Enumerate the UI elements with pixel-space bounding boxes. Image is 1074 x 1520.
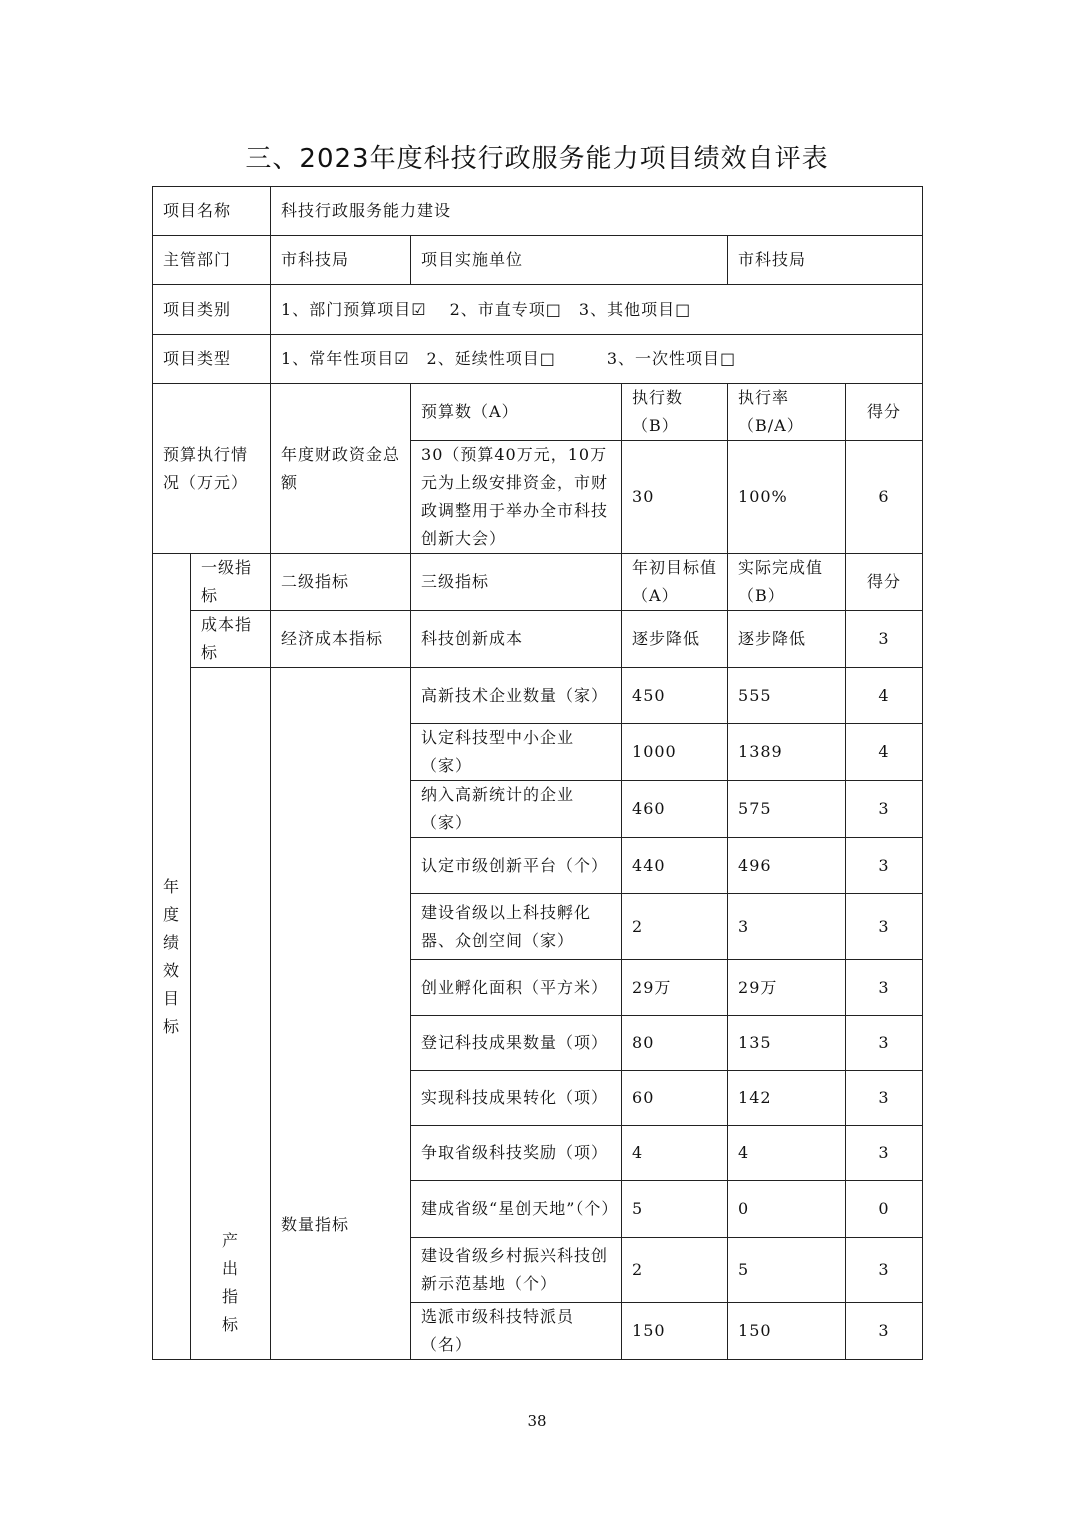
quantity-row-target: 460: [622, 781, 728, 838]
quantity-row-score: 3: [846, 1303, 923, 1360]
exec-b-value: 30: [622, 441, 728, 554]
budget-a-value: 30（预算40万元，10万元为上级安排资金，市财政调整用于举办全市科技创新大会）: [411, 441, 622, 554]
quantity-row-target: 4: [622, 1126, 728, 1181]
output-indicator-char: 指: [222, 1287, 240, 1306]
quantity-row-name: 登记科技成果数量（项）: [411, 1016, 622, 1071]
cost-level3: 科技创新成本: [411, 611, 622, 668]
quantity-row-name: 认定科技型中小企业（家）: [411, 724, 622, 781]
quantity-row-score: 3: [846, 838, 923, 894]
quantity-row-actual: 29万: [728, 960, 846, 1016]
project-name-value: 科技行政服务能力建设: [271, 187, 923, 236]
quantity-row-score: 4: [846, 724, 923, 781]
type-value: 1、常年性项目☑ 2、延续性项目□ 3、一次性项目□: [271, 335, 923, 384]
quantity-row-score: 3: [846, 781, 923, 838]
level3-header: 三级指标: [411, 554, 622, 611]
output-indicator-char: 标: [222, 1315, 240, 1334]
quantity-row-target: 1000: [622, 724, 728, 781]
budget-exec-label: 预算执行情况（万元）: [153, 384, 271, 554]
output-indicator-label: [191, 668, 271, 1360]
quantity-indicator-label: 数量指标: [271, 668, 411, 1360]
impl-unit-value: 市科技局: [728, 236, 923, 285]
quantity-row-target: 150: [622, 1303, 728, 1360]
score-header: 得分: [846, 384, 923, 441]
category-label: 项目类别: [153, 285, 271, 335]
page-number: 38: [527, 1412, 547, 1430]
quantity-row-actual: 5: [728, 1238, 846, 1303]
quantity-row-name: 建成省级“星创天地”（个）: [411, 1181, 622, 1238]
quantity-row-name: 高新技术企业数量（家）: [411, 668, 622, 724]
table-row: [153, 384, 923, 441]
quantity-row-score: 3: [846, 1016, 923, 1071]
quantity-row-actual: 496: [728, 838, 846, 894]
cost-actual: 逐步降低: [728, 611, 846, 668]
quantity-row-target: 60: [622, 1071, 728, 1126]
table-row: [153, 668, 923, 724]
quantity-row-score: 3: [846, 1238, 923, 1303]
evaluation-table: [152, 186, 923, 1360]
table-row: [153, 611, 923, 668]
quantity-row-actual: 135: [728, 1016, 846, 1071]
quantity-row-name: 选派市级科技特派员（名）: [411, 1303, 622, 1360]
perf-goal-char: 绩: [163, 932, 181, 952]
table-row: [153, 236, 923, 285]
quantity-row-actual: 150: [728, 1303, 846, 1360]
quantity-row-score: 4: [846, 668, 923, 724]
perf-goal-char: 标: [163, 1016, 181, 1036]
output-indicator-char: 产: [222, 1231, 240, 1250]
level1-header: 一级指标: [191, 554, 271, 611]
actual-header: 实际完成值（B）: [728, 554, 846, 611]
quantity-row-actual: 142: [728, 1071, 846, 1126]
quantity-row-name: 建设省级乡村振兴科技创新示范基地（个）: [411, 1238, 622, 1303]
quantity-row-target: 5: [622, 1181, 728, 1238]
quantity-row-actual: 3: [728, 894, 846, 960]
quantity-row-actual: 4: [728, 1126, 846, 1181]
quantity-row-target: 29万: [622, 960, 728, 1016]
category-value: 1、部门预算项目☑ 2、市直专项□ 3、其他项目□: [271, 285, 923, 335]
quantity-row-actual: 575: [728, 781, 846, 838]
annual-fund-label: 年度财政资金总额: [271, 384, 411, 554]
table-row: [153, 554, 923, 611]
cost-target: 逐步降低: [622, 611, 728, 668]
quantity-row-name: 争取省级科技奖励（项）: [411, 1126, 622, 1181]
page-title: 三、2023年度科技行政服务能力项目绩效自评表: [245, 144, 829, 174]
cost-indicator-label: 成本指标: [191, 611, 271, 668]
dept-label: 主管部门: [153, 236, 271, 285]
quantity-row-target: 450: [622, 668, 728, 724]
quantity-row-name: 实现科技成果转化（项）: [411, 1071, 622, 1126]
cost-score: 3: [846, 611, 923, 668]
perf-goal-char: 度: [163, 904, 181, 924]
target-header: 年初目标值（A）: [622, 554, 728, 611]
score-header-2: 得分: [846, 554, 923, 611]
exec-b-header: 执行数（B）: [622, 384, 728, 441]
quantity-row-name: 创业孵化面积（平方米）: [411, 960, 622, 1016]
dept-value: 市科技局: [271, 236, 411, 285]
quantity-row-target: 440: [622, 838, 728, 894]
table-row: [153, 285, 923, 335]
budget-a-header: 预算数（A）: [411, 384, 622, 441]
annual-perf-goal-label: [153, 554, 191, 1360]
output-indicator-char: 出: [222, 1259, 240, 1278]
perf-goal-char: 目: [163, 988, 181, 1008]
quantity-row-target: 80: [622, 1016, 728, 1071]
budget-score-value: 6: [846, 441, 923, 554]
quantity-row-score: 0: [846, 1181, 923, 1238]
quantity-row-score: 3: [846, 1071, 923, 1126]
perf-goal-char: 效: [163, 960, 181, 980]
quantity-row-actual: 1389: [728, 724, 846, 781]
quantity-row-target: 2: [622, 894, 728, 960]
quantity-row-target: 2: [622, 1238, 728, 1303]
table-row: [153, 187, 923, 236]
impl-unit-label: 项目实施单位: [411, 236, 728, 285]
project-name-label: 项目名称: [153, 187, 271, 236]
quantity-row-score: 3: [846, 1126, 923, 1181]
quantity-row-name: 纳入高新统计的企业（家）: [411, 781, 622, 838]
type-label: 项目类型: [153, 335, 271, 384]
table-row: [153, 335, 923, 384]
perf-goal-char: 年: [163, 876, 181, 896]
quantity-row-score: 3: [846, 894, 923, 960]
cost-level2: 经济成本指标: [271, 611, 411, 668]
rate-header: 执行率（B/A）: [728, 384, 846, 441]
quantity-row-actual: 0: [728, 1181, 846, 1238]
quantity-row-actual: 555: [728, 668, 846, 724]
level2-header: 二级指标: [271, 554, 411, 611]
quantity-row-name: 认定市级创新平台（个）: [411, 838, 622, 894]
quantity-row-name: 建设省级以上科技孵化器、众创空间（家）: [411, 894, 622, 960]
rate-value: 100%: [728, 441, 846, 554]
quantity-row-score: 3: [846, 960, 923, 1016]
